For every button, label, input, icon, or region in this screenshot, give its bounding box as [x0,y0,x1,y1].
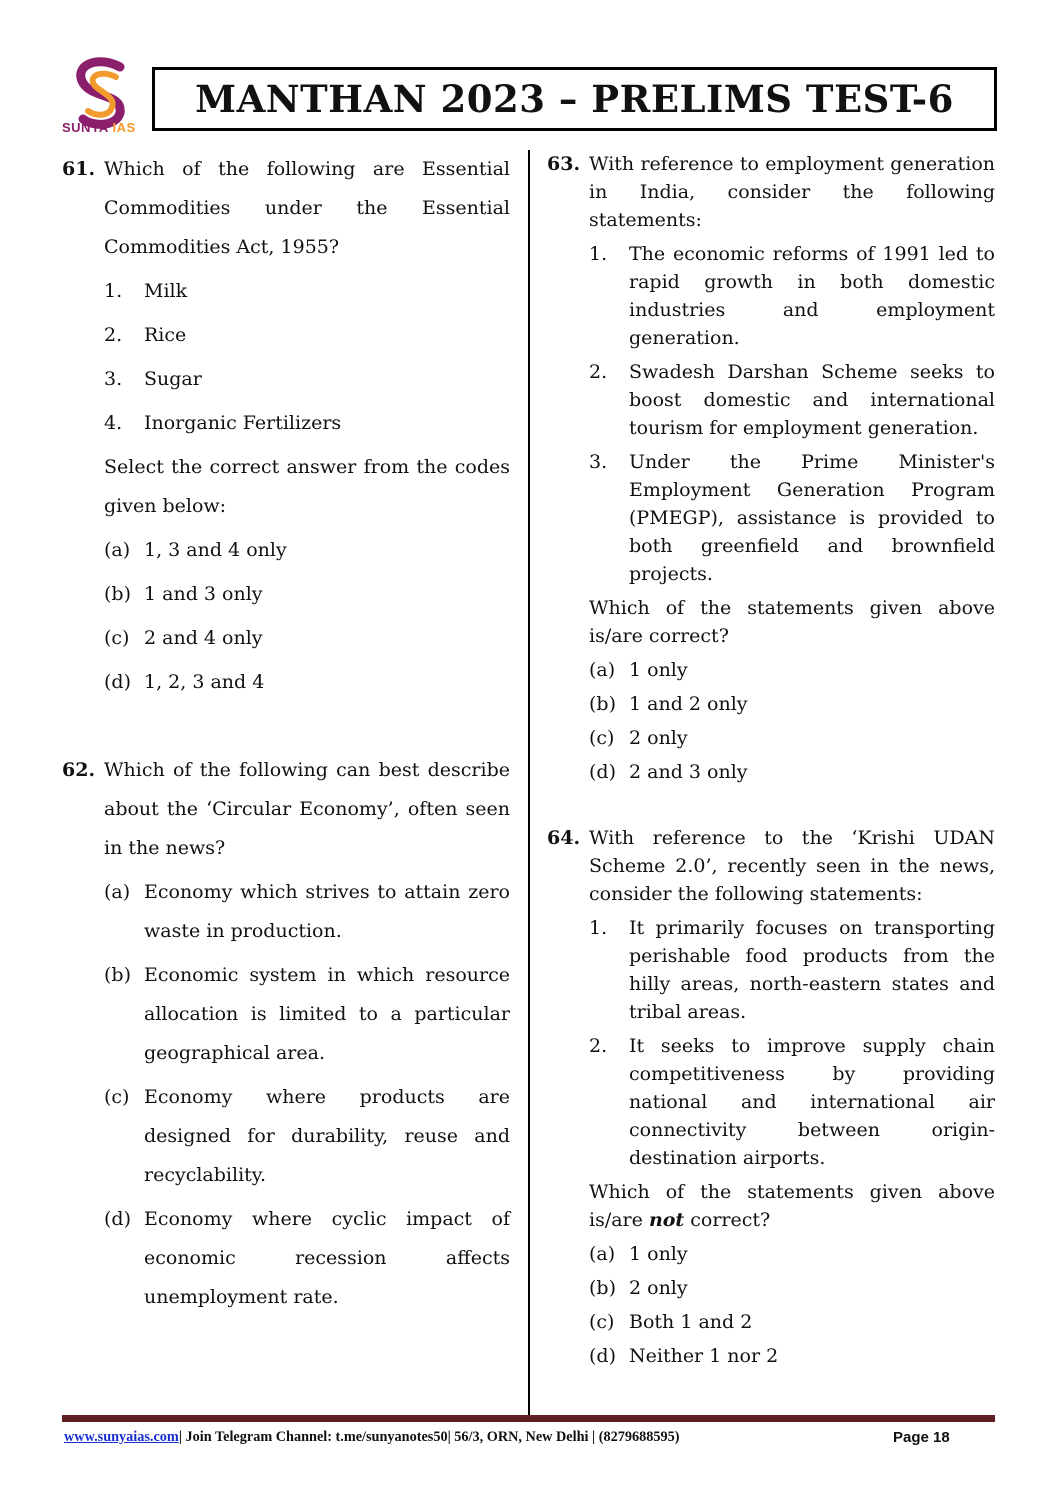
item-label: 3. [104,368,123,390]
item-text: Inorganic Fertilizers [144,412,342,434]
question-number: 63. [547,153,581,175]
question-prompt [589,1178,995,1234]
option-c [589,724,995,752]
question-text: With reference to the ‘Krishi UDAN Scheme 2.0’, recently seen in the news, consider the following statements: [589,827,995,905]
right-column [547,150,995,1370]
option-label: (d) [104,671,131,693]
option-d [589,758,995,786]
list-item [104,404,510,443]
question-prompt: Which of the statements given above is/are correct? [589,597,995,647]
option-c [104,1078,510,1195]
option-label: (d) [589,1345,616,1367]
option-label: (d) [104,1208,131,1230]
statement-item [589,448,995,588]
option-label: (c) [104,627,130,649]
list-item [104,272,510,311]
item-label: 4. [104,412,123,434]
option-text: 2 only [629,727,688,749]
option-text: 1, 3 and 4 only [144,539,287,561]
footer [64,1429,679,1446]
statement-item [589,358,995,442]
option-b [589,1274,995,1302]
column-divider [528,150,530,1415]
item-label: 2. [589,1035,608,1057]
item-label: 1. [104,280,123,302]
prompt-emphasis: not [648,1209,685,1231]
question-number: 61. [62,158,96,180]
item-text: Rice [144,324,187,346]
prompt-text: correct? [684,1209,771,1231]
option-d [589,1342,995,1370]
option-label: (d) [589,761,616,783]
option-label: (a) [589,1243,616,1265]
option-label: (b) [104,583,131,605]
option-text: 2 and 4 only [144,627,263,649]
list-item [104,316,510,355]
question-63 [547,150,995,786]
option-c [589,1308,995,1336]
item-text: Sugar [144,368,202,390]
question-64 [547,824,995,1370]
option-text: Both 1 and 2 [629,1311,753,1333]
item-text: Milk [144,280,188,302]
option-label: (b) [589,1277,616,1299]
option-text: Economic system in which resource allocation is limited to a particular geographical area. [144,964,510,1064]
option-text: 1 only [629,1243,688,1265]
prompt-text: Which of the statements given above is/are [589,1181,995,1231]
option-a [104,873,510,951]
website-link[interactable]: www.sunyaias.com [64,1429,179,1445]
statement-item [589,240,995,352]
option-label: (a) [104,881,131,903]
page-number: Page 18 [893,1429,950,1446]
option-text: Economy where cyclic impact of economic recession affects unemployment rate. [144,1208,510,1308]
option-d [104,1200,510,1317]
option-text: Neither 1 nor 2 [629,1345,779,1367]
option-a [589,1240,995,1268]
option-a [589,656,995,684]
option-text: 1 and 2 only [629,693,748,715]
option-label: (b) [104,964,131,986]
option-label: (c) [104,1086,130,1108]
logo-text: SUNYA IAS [62,120,136,135]
option-text: 2 and 3 only [629,761,748,783]
item-text: The economic reforms of 1991 led to rapid growth in both domestic industries and employment generation. [629,243,995,349]
option-text: 1 only [629,659,688,681]
option-b [104,956,510,1073]
option-text: Economy where products are designed for durability, reuse and recyclability. [144,1086,510,1186]
option-label: (b) [589,693,616,715]
item-text: Swadesh Darshan Scheme seeks to boost domestic and international tourism for employment generation. [629,361,995,439]
item-label: 1. [589,917,608,939]
question-62 [62,751,510,1317]
item-text: It primarily focuses on transporting perishable food products from the hilly areas, north-eastern states and tribal areas. [629,917,995,1023]
item-label: 3. [589,451,608,473]
left-column [62,150,510,1317]
question-prompt: Select the correct answer from the codes given below: [104,456,510,517]
page-title: MANTHAN 2023 – PRELIMS TEST-6 [195,77,954,121]
option-a [104,531,510,570]
option-text: Economy which strives to attain zero waste in production. [144,881,510,942]
option-b [104,575,510,614]
option-text: 1, 2, 3 and 4 [144,671,265,693]
item-text: Under the Prime Minister's Employment Generation Program (PMEGP), assistance is provided to both greenfield and brownfield projects. [629,451,995,585]
option-d [104,663,510,702]
question-number: 64. [547,827,581,849]
question-text: Which of the following can best describe about the ‘Circular Economy’, often seen in the news? [104,759,510,859]
question-text: Which of the following are Essential Commodities under the Essential Commodities Act, 1955? [104,158,510,258]
question-number: 62. [62,759,96,781]
option-text: 2 only [629,1277,688,1299]
option-b [589,690,995,718]
item-label: 2. [104,324,123,346]
option-label: (c) [589,1311,615,1333]
option-c [104,619,510,658]
question-61 [62,150,510,702]
statement-item [589,1032,995,1172]
option-label: (a) [589,659,616,681]
option-label: (a) [104,539,131,561]
option-text: 1 and 3 only [144,583,263,605]
item-text: It seeks to improve supply chain competitiveness by providing national and international air connectivity between origin-destination airports. [629,1035,995,1169]
statement-item [589,914,995,1026]
option-label: (c) [589,727,615,749]
title-box [152,67,997,131]
item-label: 2. [589,361,608,383]
footer-bar [62,1415,995,1422]
footer-info: | Join Telegram Channel: t.me/sunyanotes50| 56/3, ORN, New Delhi | (8279688595) [178,1429,680,1445]
question-text: With reference to employment generation in India, consider the following statements: [589,153,995,231]
list-item [104,360,510,399]
item-label: 1. [589,243,608,265]
